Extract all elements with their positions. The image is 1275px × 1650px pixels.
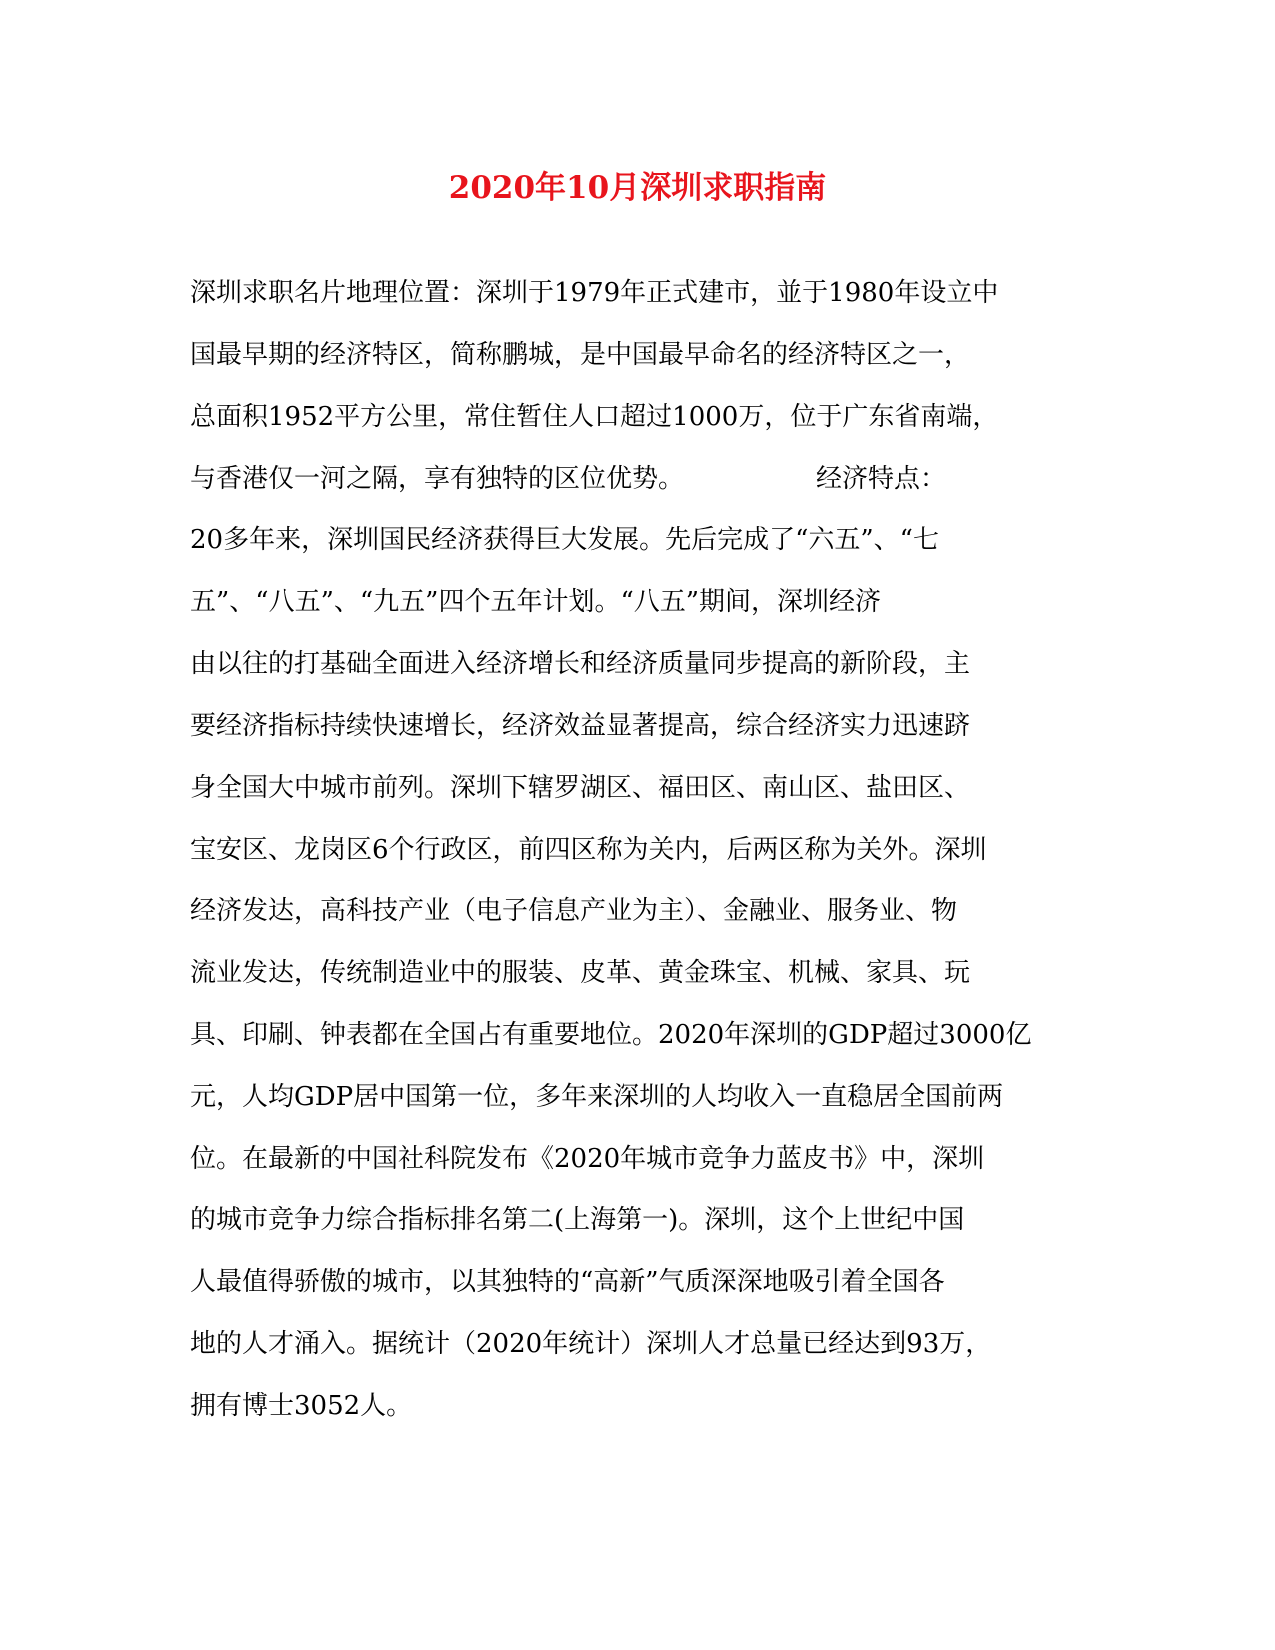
paragraph-line-4: 与香港仅一河之隔，享有独特的区位优势。 — [190, 464, 685, 494]
paragraph-line-19: 拥有博士3052人。 — [190, 1391, 413, 1421]
paragraph-line-3: 总面积1952平方公里，常住暂住人口超过1000万，位于广东省南端， — [190, 402, 999, 432]
document-title: 2020年10月深圳求职指南 — [448, 170, 827, 206]
paragraph-line-10: 宝安区、龙岗区6个行政区，前四区称为关内，后两区称为关外。深圳 — [190, 835, 987, 865]
paragraph-line-12: 流业发达，传统制造业中的服装、皮革、黄金珠宝、机械、家具、玩 — [190, 958, 971, 988]
paragraph-line-17: 人最值得骄傲的城市，以其独特的“高新”气质深深地吸引着全国各 — [190, 1267, 945, 1297]
paragraph-line-13: 具、印刷、钟表都在全国占有重要地位。2020年深圳的GDP超过3000亿 — [190, 1020, 1032, 1050]
paragraph-line-16: 的城市竞争力综合指标排名第二(上海第一)。深圳，这个上世纪中国 — [190, 1205, 965, 1235]
paragraph-line-8: 要经济指标持续快速增长，经济效益显著提高，综合经济实力迅速跻 — [190, 711, 971, 741]
paragraph-line-15: 位。在最新的中国社科院发布《2020年城市竞争力蓝皮书》中，深圳 — [190, 1144, 985, 1174]
paragraph-line-1: 深圳求职名片地理位置：深圳于1979年正式建市，並于1980年设立中 — [190, 278, 999, 308]
paragraph-line-18: 地的人才涌入。据统计（2020年统计）深圳人才总量已经达到93万， — [190, 1329, 992, 1359]
paragraph-line-9: 身全国大中城市前列。深圳下辖罗湖区、福田区、南山区、盐田区、 — [190, 773, 971, 803]
paragraph-line-7: 由以往的打基础全面进入经济增长和经济质量同步提高的新阶段，主 — [190, 649, 971, 679]
section-heading-economy: 经济特点： — [816, 464, 947, 494]
paragraph-line-6: 五”、“八五”、“九五”四个五年计划。“八五”期间，深圳经济 — [190, 587, 882, 617]
paragraph-line-14: 元，人均GDP居中国第一位，多年来深圳的人均收入一直稳居全国前两 — [190, 1082, 1004, 1112]
paragraph-line-2: 国最早期的经济特区，简称鹏城，是中国最早命名的经济特区之一， — [190, 340, 971, 370]
paragraph-line-11: 经济发达，高科技产业（电子信息产业为主）、金融业、服务业、物 — [190, 896, 958, 926]
paragraph-line-5: 20多年来，深圳国民经济获得巨大发展。先后完成了“六五”、“七 — [190, 525, 939, 555]
